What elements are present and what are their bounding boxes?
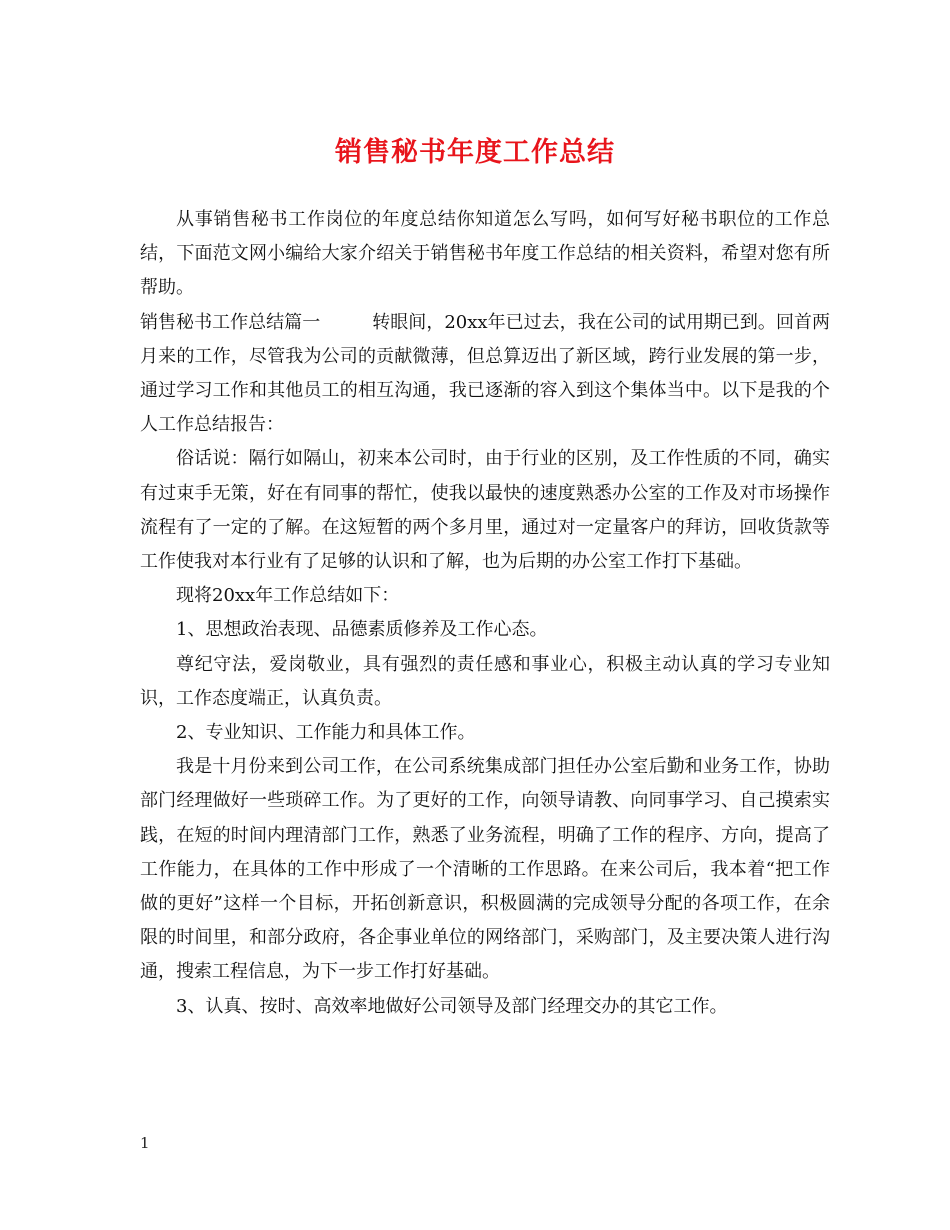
page-number: 1 [140, 1134, 150, 1152]
section-heading: 销售秘书工作总结篇一 [140, 311, 321, 333]
paragraph-7: 2、专业知识、工作能力和具体工作。 [176, 722, 476, 744]
document-body [140, 203, 830, 1024]
paragraph-9: 3、认真、按时、高效率地做好公司领导及部门经理交办的其它工作。 [176, 995, 728, 1017]
paragraph-8: 我是十月份来到公司工作，在公司系统集成部门担任办公室后勤和业务工作，协助部门经理做好一些琐碎工作。为了更好的工作，向领导请教、向同事学习、自己摸索实践，在短的时间内理清部门工作，熟悉了业务流程，明确了工作的程序、方向，提高了工作能力，在具体的工作中形成了一个清晰的工作思路。在来公司后，我本着“把工作做的更好”这样一个目标，开拓创新意识，积极圆满的完成领导分配的各项工作，在余限的时间里，和部分政府，各企事业单位的网络部门，采购部门，及主要决策人进行沟通，搜索工程信息，为下一步工作打好基础。 [140, 756, 830, 983]
paragraph-3: 俗话说：隔行如隔山，初来本公司时，由于行业的区别，及工作性质的不同，确实有过束手无策，好在有同事的帮忙，使我以最快的速度熟悉办公室的工作及对市场操作流程有了一定的了解。在这短暂的两个多月里，通过对一定量客户的拜访，回收货款等工作使我对本行业有了足够的认识和了解，也为后期的办公室工作打下基础。 [140, 448, 830, 573]
document-title: 销售秘书年度工作总结 [335, 137, 615, 168]
paragraph-part1 [140, 306, 830, 443]
paragraph-5: 1、思想政治表现、品德素质修养及工作心态。 [176, 619, 548, 641]
paragraph-part1-text: 转眼间，20xx年已过去，我在公司的试用期已到。回首两月来的工作，尽管我为公司的贡献微薄，但总算迈出了新区域，跨行业发展的第一步，通过学习工作和其他员工的相互沟通，我已逐渐的容入到这个集体当中。以下是我的个人工作总结报告： [140, 311, 830, 436]
paragraph-4: 现将20xx年工作总结如下： [176, 585, 400, 607]
paragraph-intro: 从事销售秘书工作岗位的年度总结你知道怎么写吗，如何写好秘书职位的工作总结，下面范文网小编给大家介绍关于销售秘书年度工作总结的相关资料，希望对您有所帮助。 [140, 209, 830, 299]
paragraph-6: 尊纪守法，爱岗敬业，具有强烈的责任感和事业心，积极主动认真的学习专业知识，工作态度端正，认真负责。 [140, 653, 830, 709]
